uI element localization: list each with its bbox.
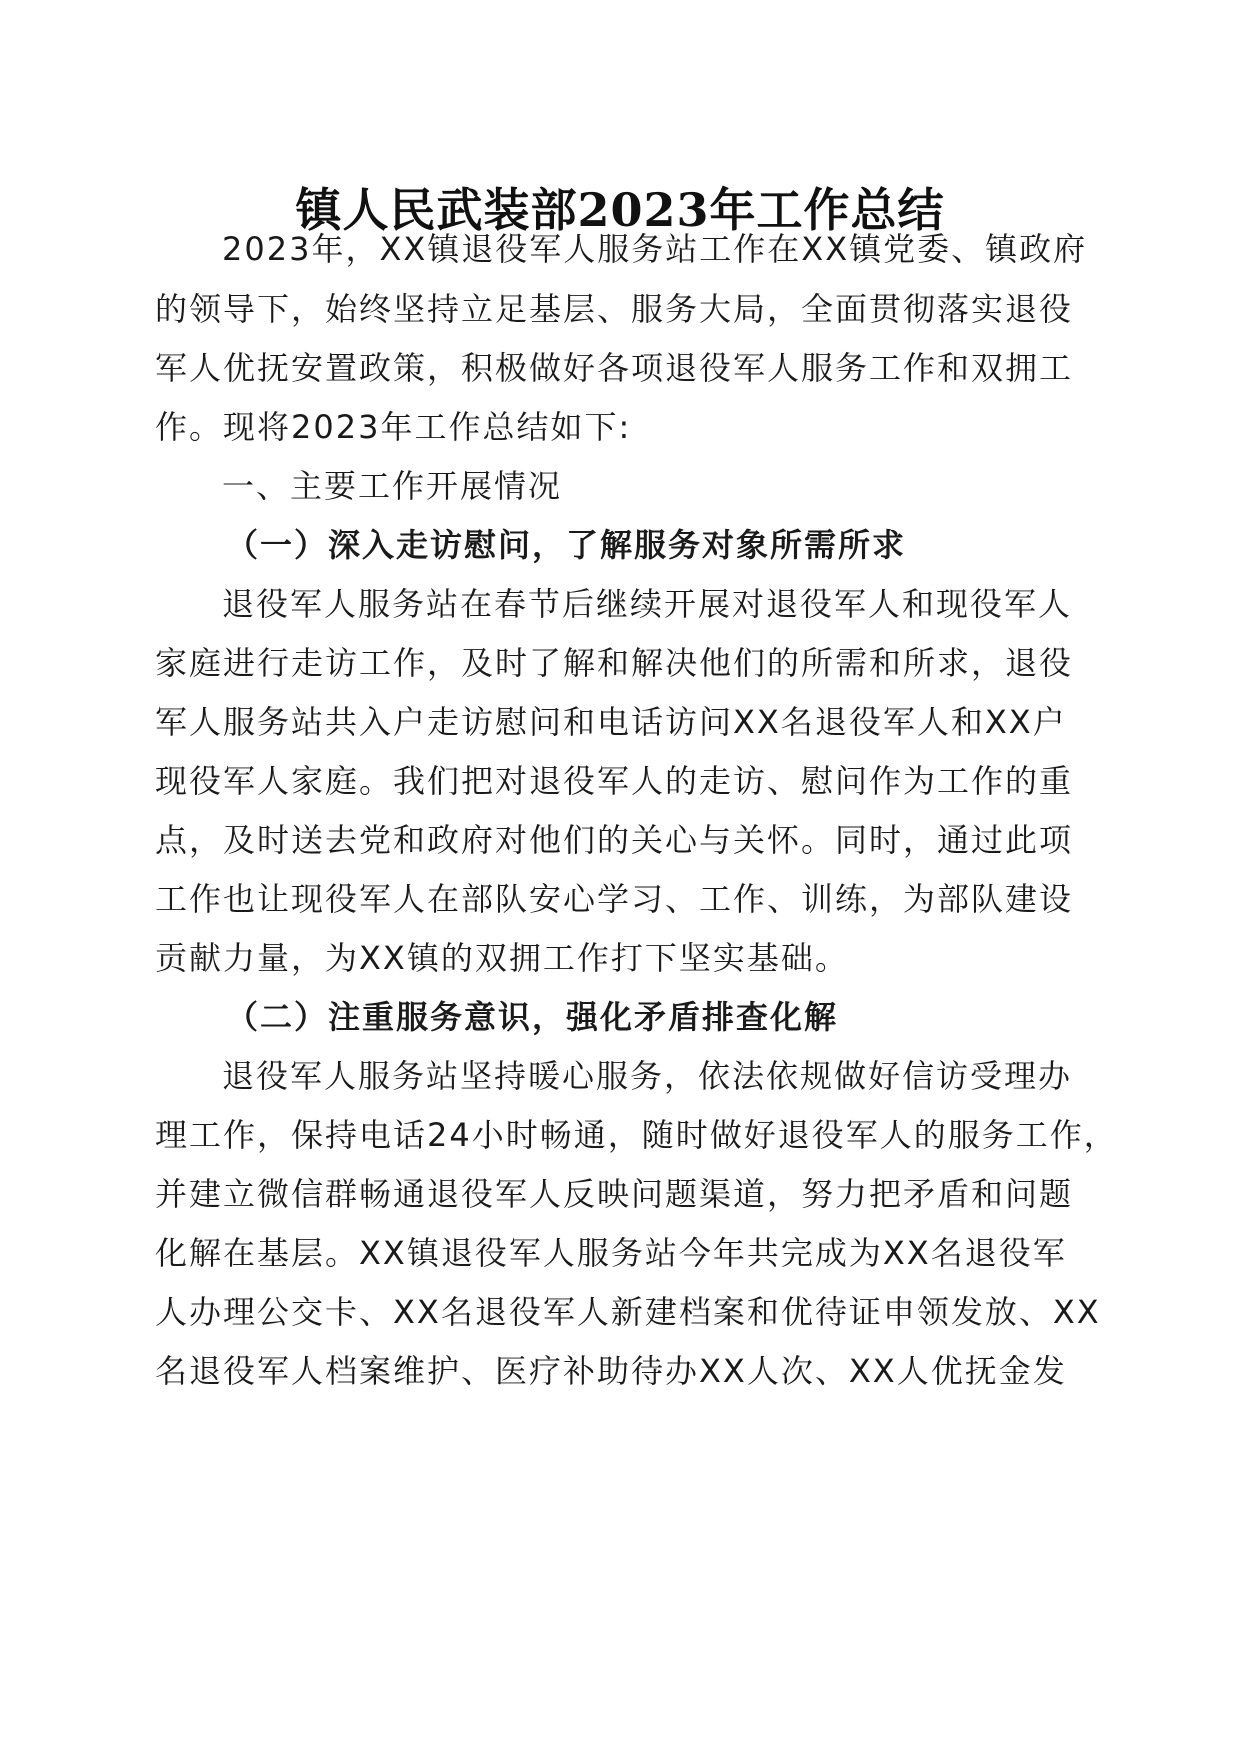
intro-line-2: 的领导下，始终坚持立足基层、服务大局，全面贯彻落实退役 <box>155 290 1074 328</box>
document-title: 镇人民武装部2023年工作总结 <box>295 183 945 237</box>
sub2-line-1: 退役军人服务站坚持暖心服务，依法依规做好信访受理办 <box>222 1057 1073 1095</box>
sub2-line-5: 人办理公交卡、XX名退役军人新建档案和优待证申领发放、XX <box>155 1293 1101 1331</box>
sub1-line-6: 工作也让现役军人在部队安心学习、工作、训练，为部队建设 <box>155 880 1074 918</box>
section-heading: 一、主要工作开展情况 <box>222 467 563 505</box>
intro-line-1: 2023年，XX镇退役军人服务站工作在XX镇党委、镇政府 <box>222 230 1088 268</box>
sub1-line-3: 军人服务站共入户走访慰问和电话访问XX名退役军人和XX户 <box>155 703 1067 741</box>
sub1-line-2: 家庭进行走访工作，及时了解和解决他们的所需和所求，退役 <box>155 644 1074 682</box>
intro-line-3: 军人优抚安置政策，积极做好各项退役军人服务工作和双拥工 <box>155 349 1074 387</box>
subsection-heading-2: （二）注重服务意识，强化矛盾排查化解 <box>226 998 839 1036</box>
sub2-line-6: 名退役军人档案维护、医疗补助待办XX人次、XX人优抚金发 <box>155 1352 1067 1390</box>
sub2-line-3: 并建立微信群畅通退役军人反映问题渠道，努力把矛盾和问题 <box>155 1175 1074 1213</box>
sub1-line-7: 贡献力量，为XX镇的双拥工作打下坚实基础。 <box>155 939 849 977</box>
sub1-line-5: 点，及时送去党和政府对他们的关心与关怀。同时，通过此项 <box>155 821 1074 859</box>
sub2-line-2: 理工作，保持电话24小时畅通，随时做好退役军人的服务工作， <box>155 1116 1118 1154</box>
sub1-line-1: 退役军人服务站在春节后继续开展对退役军人和现役军人 <box>222 585 1073 623</box>
subsection-heading-1: （一）深入走访慰问，了解服务对象所需所求 <box>226 526 907 564</box>
sub1-line-4: 现役军人家庭。我们把对退役军人的走访、慰问作为工作的重 <box>155 762 1074 800</box>
sub2-line-4: 化解在基层。XX镇退役军人服务站今年共完成为XX名退役军 <box>155 1234 1067 1272</box>
intro-line-4: 作。现将2023年工作总结如下: <box>155 408 632 446</box>
